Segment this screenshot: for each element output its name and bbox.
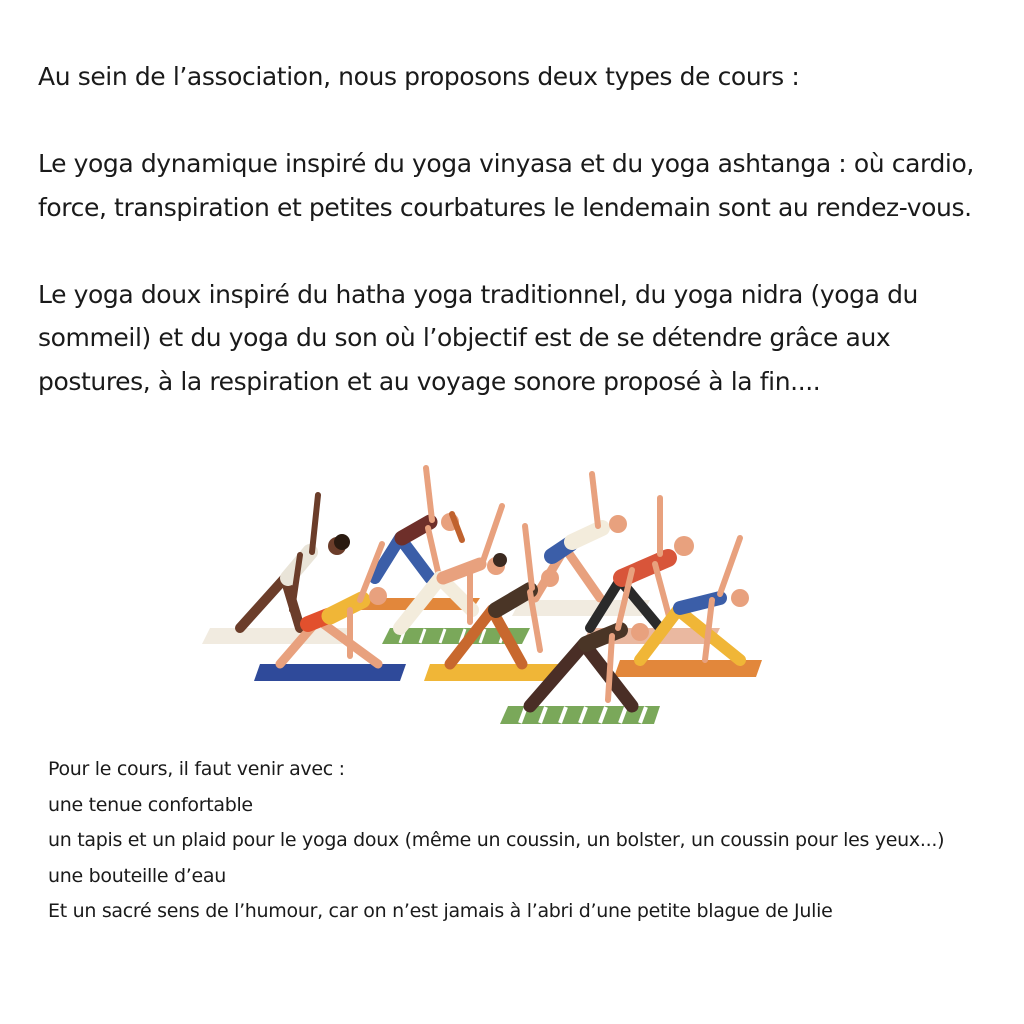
yoga-figure	[375, 468, 462, 578]
checklist-heading: Pour le cours, il faut venir avec :	[48, 758, 345, 780]
intro-paragraph: Au sein de l’association, nous proposons deux types de cours :	[38, 62, 800, 91]
checklist-item: une bouteille d’eau	[48, 864, 227, 887]
checklist-item: Et un sacré sens de l’humour, car on n’est jamais à l’abri d’une petite blague de Julie	[48, 900, 833, 922]
checklist-section	[48, 752, 988, 930]
checklist-item: un tapis et un plaid pour le yoga doux (même un coussin, un bolster, un coussin pour les yeux...)	[48, 829, 945, 851]
checklist-item: une tenue confortable	[48, 793, 253, 816]
dynamic-yoga-paragraph: Le yoga dynamique inspiré du yoga vinyasa et du yoga ashtanga : où cardio, force, transpiration et petites courbatures le lendemain sont au rendez-vous.	[38, 149, 974, 222]
yoga-class-illustration	[200, 460, 780, 735]
intro-section	[38, 55, 998, 403]
gentle-yoga-paragraph: Le yoga doux inspiré du hatha yoga traditionnel, du yoga nidra (yoga du sommeil) et du yoga du son où l’objectif est de se détendre grâce aux postures, à la respiration et au voyage sonore proposé à la fin....	[38, 279, 918, 396]
